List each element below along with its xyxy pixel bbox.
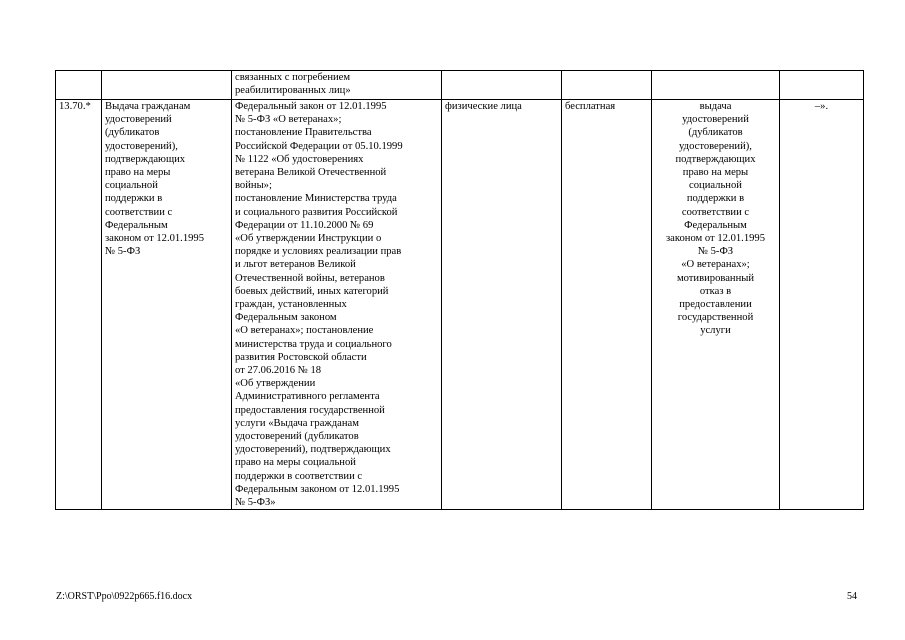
cell-last	[780, 71, 864, 100]
cell-last: –».	[780, 100, 864, 510]
footer-file-path: Z:\ORST\Ppo\0922p665.f16.docx	[56, 591, 193, 602]
cell-recipients	[442, 71, 562, 100]
cell-service	[102, 71, 232, 100]
page-number: 54	[847, 591, 857, 602]
services-table	[55, 70, 864, 510]
table-row	[56, 100, 864, 510]
cell-result	[652, 71, 780, 100]
cell-fee: бесплатная	[562, 100, 652, 510]
table-row-continued	[56, 71, 864, 100]
cell-legal-basis: Федеральный закон от 12.01.1995 № 5-ФЗ «О ветеранах»; постановление Правительства Российской Федерации от 05.10.1999 № 1122 «Об удостоверениях ветерана Великой Отечественной войны»; постановление Министерства труда и социального развития Российской Федерации от 11.10.2000 № 69 «Об утверждении Инструкции о порядке и условиях реализации прав и льгот ветеранов Великой Отечественной войны, ветеранов боевых действий, иных категорий граждан, установленных Федеральным законом «О ветеранах»; постановление министерства труда и социального развития Ростовской области от 27.06.2016 № 18 «Об утверждении Административного регламента предоставления государственной услуги «Выдача гражданам удостоверений (дубликатов удостоверений), подтверждающих право на меры социальной поддержки в соответствии с Федеральным законом от 12.01.1995 № 5-ФЗ»	[232, 100, 442, 510]
cell-recipients: физические лица	[442, 100, 562, 510]
cell-legal-basis: связанных с погребением реабилитированных лиц»	[232, 71, 442, 100]
cell-service: Выдача гражданам удостоверений (дубликатов удостоверений), подтверждающих право на меры социальной поддержки в соответствии с Федеральным законом от 12.01.1995 № 5-ФЗ	[102, 100, 232, 510]
cell-fee	[562, 71, 652, 100]
cell-number	[56, 71, 102, 100]
cell-result: выдача удостоверений (дубликатов удостоверений), подтверждающих право на меры социальной поддержки в соответствии с Федеральным законом от 12.01.1995 № 5-ФЗ «О ветеранах»; мотивированный отказ в предоставлении государственной услуги	[652, 100, 780, 510]
cell-number: 13.70.*	[56, 100, 102, 510]
